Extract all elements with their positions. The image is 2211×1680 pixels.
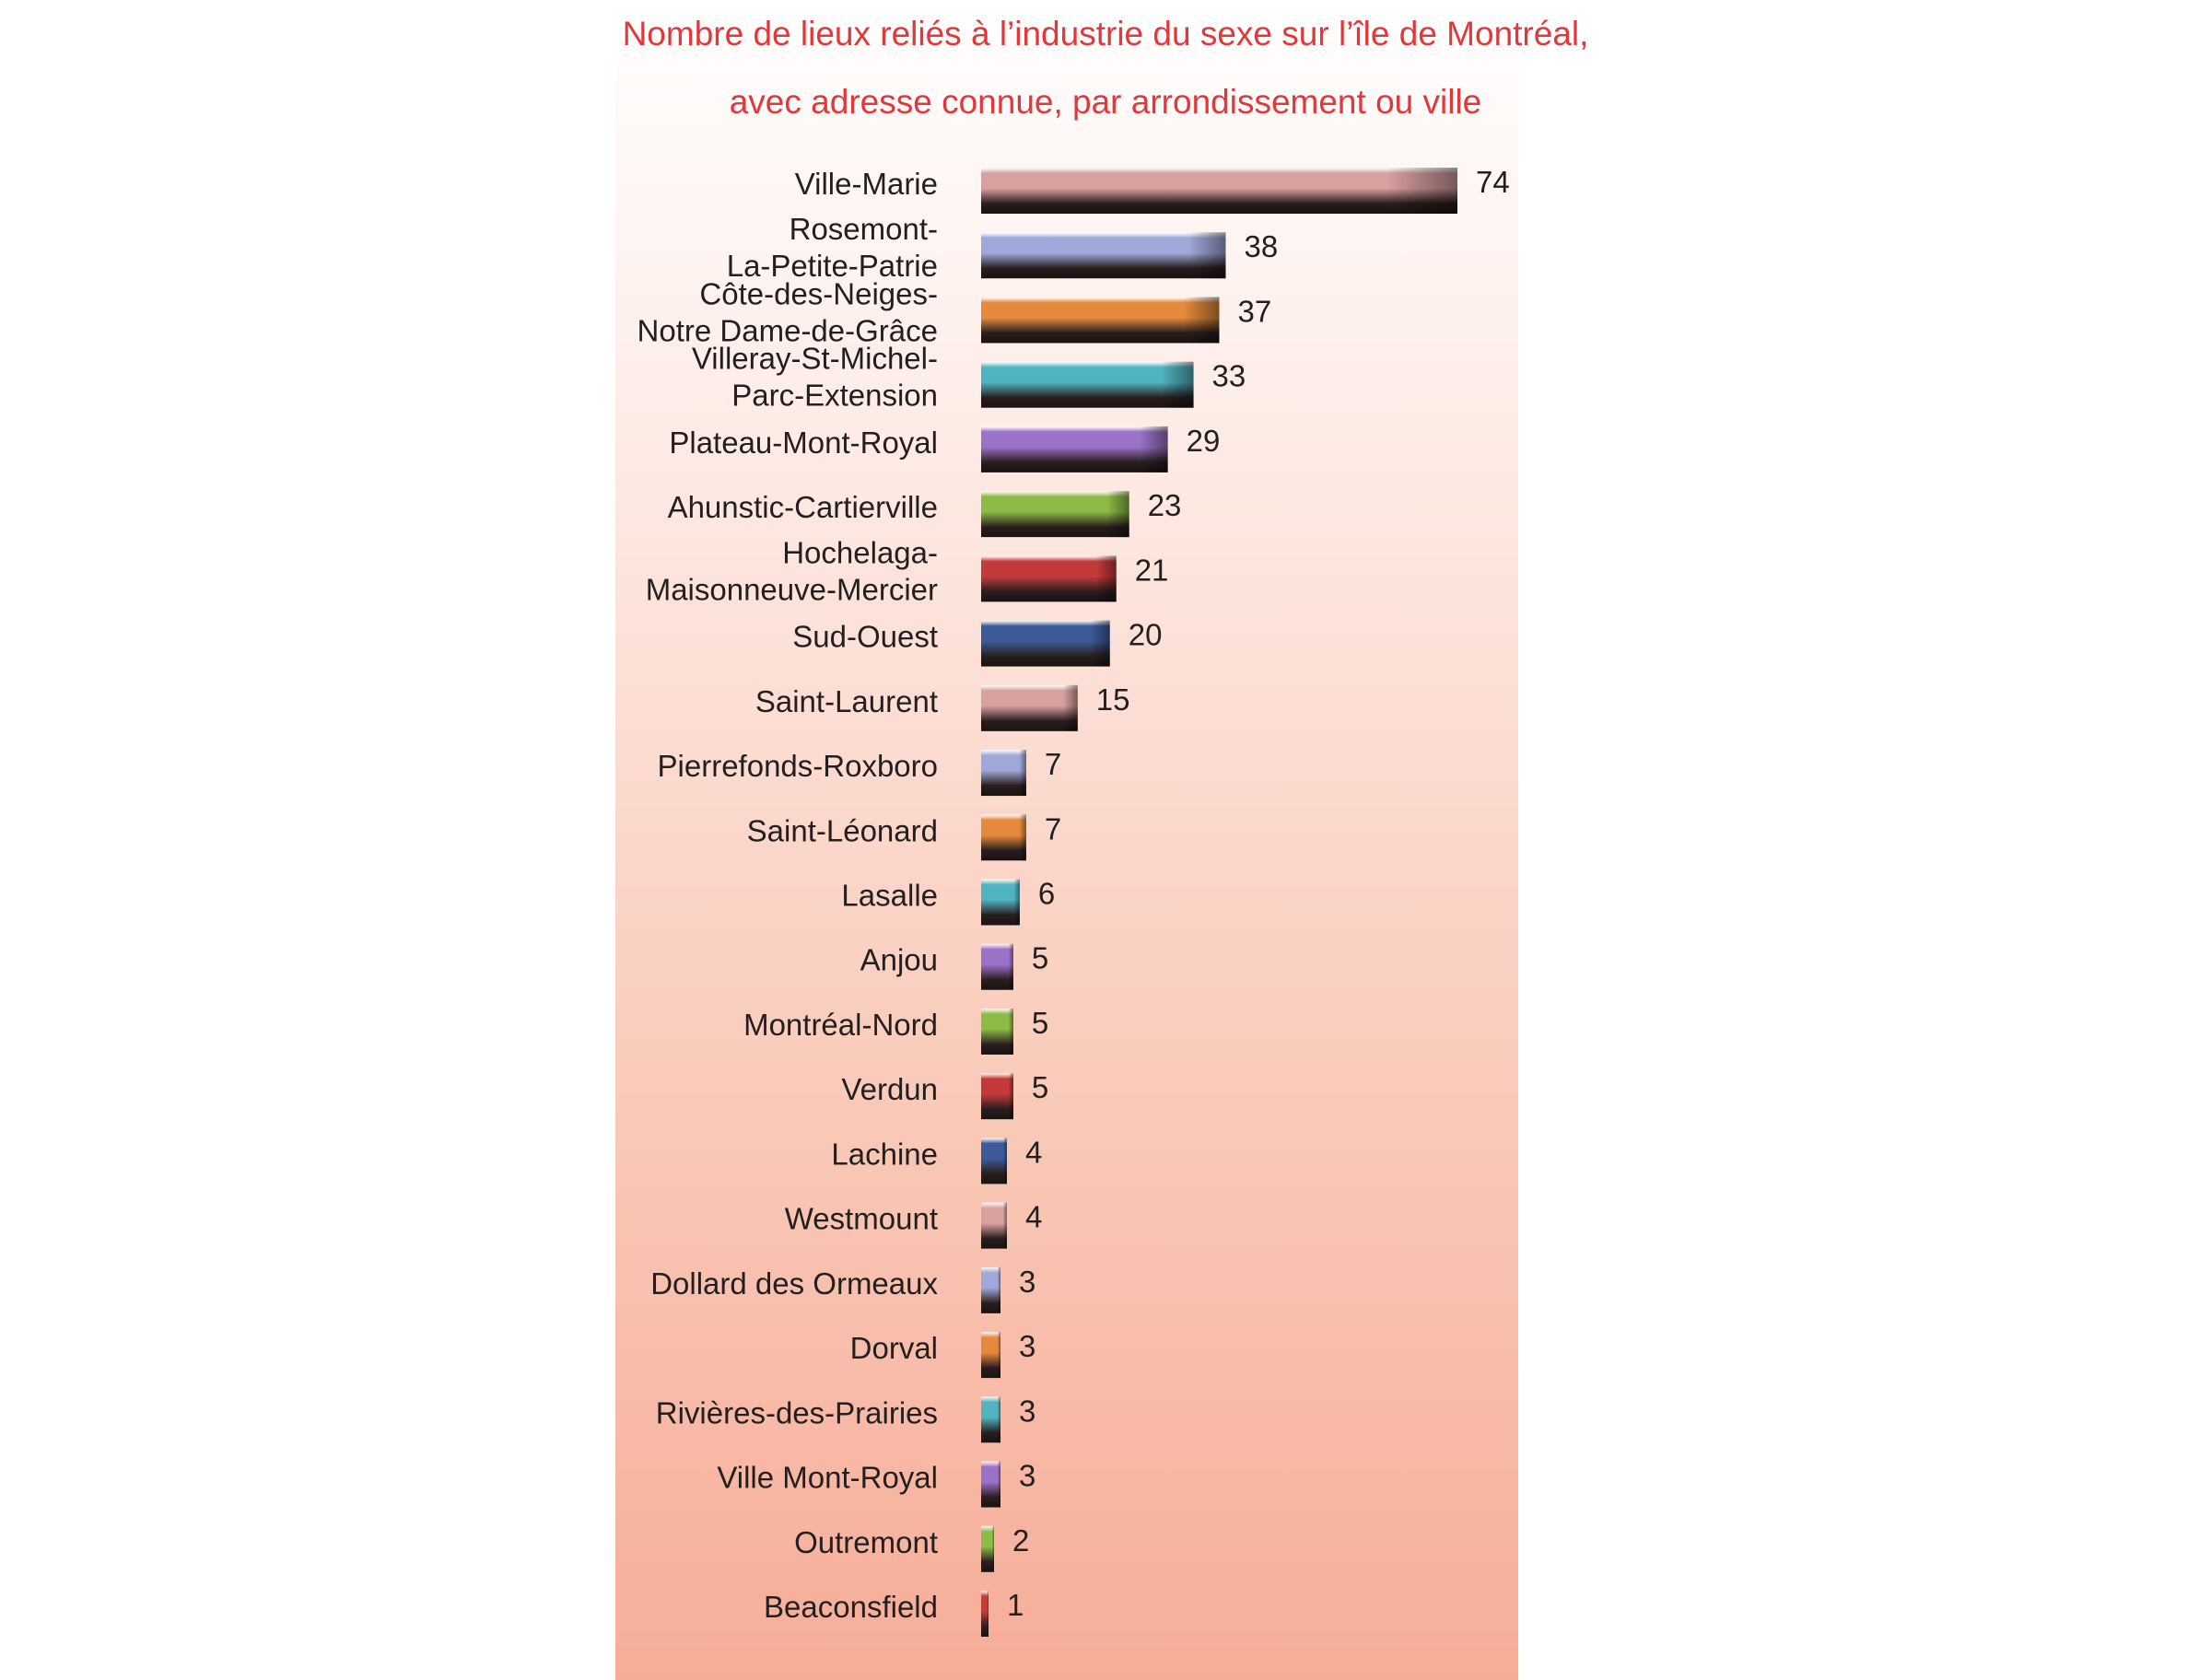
bar-shading [981, 1203, 1007, 1249]
bar-shading [981, 1332, 1000, 1378]
value-label: 3 [1018, 1264, 1036, 1299]
bar-shading [981, 1526, 994, 1572]
bar-row [785, 1200, 1043, 1249]
bar-row [668, 488, 1182, 537]
category-label: Sud-Ouest [792, 619, 938, 654]
value-label: 7 [1044, 747, 1062, 782]
value-label: 23 [1147, 488, 1182, 523]
value-label: 15 [1095, 682, 1130, 717]
bar-shading [981, 362, 1194, 408]
bar-row [792, 618, 1162, 667]
bar-shading [981, 1009, 1013, 1055]
bar-row [795, 165, 1510, 214]
category-label: Anjou [860, 942, 938, 977]
bar-row [638, 276, 1272, 347]
value-label: 2 [1012, 1522, 1030, 1558]
category-label: Montréal-Nord [743, 1007, 938, 1042]
value-label: 5 [1031, 1070, 1049, 1105]
category-label: Lasalle [841, 878, 938, 913]
value-label: 37 [1237, 294, 1272, 329]
chart-title-line-1: Nombre de lieux reliés à l’industrie du sexe sur l’île de Montréal, [622, 15, 1589, 52]
bar-shading [981, 1073, 1013, 1119]
bar-shading [981, 491, 1129, 537]
bar-shading [981, 297, 1220, 343]
bar-row [764, 1588, 1024, 1637]
category-label: Villeray-St-Michel-Parc-Extension [691, 341, 938, 413]
bar-shading [981, 880, 1020, 926]
bar-row [841, 1070, 1048, 1119]
bar-row [841, 877, 1055, 926]
value-label: 4 [1024, 1199, 1043, 1234]
category-label: Rosemont-La-Petite-Patrie [726, 212, 938, 284]
bar-shading [981, 1138, 1007, 1184]
value-label: 74 [1476, 165, 1510, 199]
category-label: Hochelaga-Maisonneuve-Mercier [645, 535, 938, 607]
category-label: Saint-Léonard [746, 813, 938, 848]
category-label: Lachine [831, 1137, 938, 1172]
category-label: Verdun [841, 1072, 938, 1107]
value-label: 29 [1186, 423, 1221, 458]
category-label: Rivières-des-Prairies [655, 1395, 938, 1430]
category-label: Westmount [784, 1201, 938, 1236]
bar-row [692, 342, 1246, 413]
value-label: 4 [1024, 1135, 1043, 1170]
value-label: 38 [1244, 229, 1279, 264]
value-label: 5 [1031, 940, 1049, 975]
bar-shading [981, 1462, 1000, 1508]
bar-row [669, 424, 1220, 472]
bar-row [743, 1006, 1048, 1055]
category-label: Saint-Laurent [755, 683, 938, 718]
bar-row [794, 1523, 1029, 1572]
bar-row [656, 1394, 1036, 1442]
category-label: Côte-des-Neiges-Notre Dame-de-Grâce [637, 276, 938, 348]
category-label: Plateau-Mont-Royal [669, 425, 938, 460]
category-label: Dollard des Ormeaux [650, 1266, 938, 1301]
bar-shading [981, 1396, 1000, 1442]
value-label: 3 [1018, 1458, 1036, 1493]
bar-row [747, 811, 1062, 860]
category-label: Beaconsfield [764, 1590, 938, 1624]
value-label: 21 [1134, 553, 1169, 588]
bar-row [860, 941, 1049, 990]
value-label: 1 [1007, 1588, 1024, 1622]
value-label: 3 [1018, 1329, 1036, 1364]
chart-title-line-2: avec adresse connue, par arrondissement ou ville [729, 83, 1482, 121]
bar-shading [981, 1267, 1000, 1313]
bar-shading [981, 555, 1117, 601]
value-label: 20 [1128, 617, 1163, 652]
bar-shading [981, 426, 1168, 472]
category-label: Outremont [794, 1524, 938, 1559]
bar-shading [981, 685, 1078, 731]
bar-row [850, 1329, 1036, 1378]
value-label: 7 [1044, 811, 1062, 846]
bar-row [658, 747, 1062, 796]
bar-shading [981, 750, 1026, 796]
value-label: 3 [1018, 1394, 1036, 1429]
bar-row [650, 1265, 1035, 1313]
bar-shading [981, 232, 1225, 278]
category-label: Dorval [849, 1331, 938, 1366]
bar-row [727, 212, 1278, 283]
bar-row [831, 1135, 1042, 1184]
value-label: 5 [1031, 1005, 1049, 1040]
category-label: Pierrefonds-Roxboro [657, 749, 938, 784]
category-label: Ville Mont-Royal [717, 1460, 938, 1495]
category-label: Ville-Marie [794, 167, 938, 201]
bar-shading [981, 1591, 989, 1637]
category-label: Ahunstic-Cartierville [667, 490, 938, 525]
bar-row [646, 535, 1169, 606]
bars-layer [638, 165, 1510, 1637]
bar-row [755, 682, 1130, 731]
value-label: 33 [1211, 358, 1246, 393]
value-label: 6 [1037, 876, 1056, 911]
bar-shading [981, 168, 1457, 214]
bar-shading [981, 621, 1110, 667]
bar-shading [981, 814, 1026, 860]
bar-row [717, 1459, 1035, 1508]
bar-shading [981, 944, 1013, 990]
